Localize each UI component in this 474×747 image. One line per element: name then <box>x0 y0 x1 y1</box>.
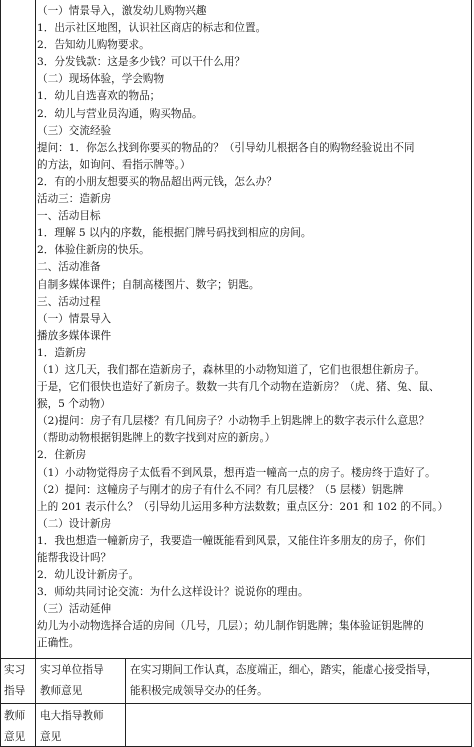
unit-teacher-opinion-label-line-1: 实习单位指导 <box>40 664 104 676</box>
content-line: 2．告知幼儿购物要求。 <box>37 39 150 52</box>
table-border-left <box>0 0 1 747</box>
content-line: 2．住新房 <box>37 449 87 462</box>
content-line: 二、活动准备 <box>37 261 101 274</box>
content-line: 自制多媒体课件；自制高楼图片、数字；钥匙。 <box>37 278 260 291</box>
content-line: 三、活动过程 <box>37 295 101 308</box>
content-line: （三）活动延伸 <box>37 603 112 616</box>
teacher-opinion-label <box>4 708 34 745</box>
content-line: 正确性。 <box>37 637 80 650</box>
content-line: 的方法，如询问、看指示牌等。） <box>37 158 191 171</box>
practice-guidance-label-line-2: 指导 <box>4 685 26 697</box>
content-line: 2．幼儿设计新房子。 <box>37 569 140 582</box>
content-line: （一）情景导入，激发幼儿购物兴趣 <box>37 5 207 17</box>
content-line: 3．分发钱款：这是多少钱？可以干什么用？ <box>37 56 246 69</box>
content-line: （三）交流经验 <box>37 124 112 137</box>
content-line: 活动三：造新房 <box>37 193 112 206</box>
content-line: 猴，5 个动物） <box>37 398 111 411</box>
content-line: 提问：1．你怎么找到你要买的物品的？（引导幼儿根据各自的购物经验说出不同 <box>37 141 415 154</box>
content-line: 3．师幼共同讨论交流：为什么这样设计？说说你的理由。 <box>37 586 309 599</box>
content-line: 2．体验住新房的快乐。 <box>37 244 150 257</box>
tvu-teacher-opinion-label <box>40 708 124 745</box>
content-line: 于是，它们很快也造好了新房子。数数一共有几个动物在造新房？（虎、猪、兔、鼠、 <box>37 381 440 394</box>
content-line: （2）提问：这幢房子与刚才的房子有什么不同？有几层楼？（5 层楼）钥匙牌 <box>37 483 404 496</box>
content-line: （帮助动物根据钥匙牌上的数字找到对应的新房。） <box>37 432 276 445</box>
table-border-right <box>471 0 472 747</box>
teacher-opinion-label-line-1: 教师 <box>4 710 26 722</box>
content-line: 上的 201 表示什么？（引导幼儿运用多种方法数数；重点区分：201 和 102 的不同。） <box>37 500 449 513</box>
content-line: 2．有的小朋友想要买的物品超出两元钱，怎么办？ <box>37 175 277 188</box>
content-line: 1．造新房 <box>37 346 87 359</box>
activity-content <box>37 3 467 653</box>
unit-teacher-comment-line-2: 能积极完成领导交办的任务。 <box>130 685 268 697</box>
tvu-teacher-opinion-label-line-2: 意见 <box>40 731 62 743</box>
unit-teacher-opinion-label <box>40 662 124 699</box>
content-line: 播放多媒体课件 <box>37 329 112 342</box>
practice-guidance-label <box>4 662 34 699</box>
content-line: 能帮我设计吗？ <box>37 552 112 564</box>
teacher-opinion-label-line-2: 意见 <box>4 731 26 743</box>
unit-teacher-comment-line-1: 在实习期间工作认真，态度端正，细心，踏实，能虚心接受指导， <box>130 664 438 676</box>
content-line: 1．理解 5 以内的序数，能根据门牌号码找到相应的房间。 <box>37 227 312 240</box>
footer-top-border <box>0 658 472 659</box>
content-line: （2)提问：房子有几层楼？有几间房子？小动物手上钥匙牌上的数字表示什么意思？ <box>37 415 430 428</box>
table-column-divider <box>35 0 36 747</box>
tvu-teacher-opinion-label-line-1: 电大指导教师 <box>40 710 104 722</box>
practice-guidance-label-line-1: 实习 <box>4 664 26 676</box>
unit-teacher-opinion-label-line-2: 教师意见 <box>40 685 83 697</box>
content-line: 1．幼儿自选喜欢的物品； <box>37 90 161 103</box>
footer-middle-border <box>0 703 472 704</box>
content-line: （1）小动物觉得房子太低看不到风景，想再造一幢高一点的房子。楼房终于造好了。 <box>37 466 436 479</box>
content-line: （二）现场体验，学会购物 <box>37 73 165 86</box>
content-line: 幼儿为小动物选择合适的房间（几号，几层）；幼儿制作钥匙牌；集体验证钥匙牌的 <box>37 620 424 633</box>
content-line: （二）设计新房 <box>37 517 112 530</box>
content-line: 2．幼儿与营业员沟通，购买物品。 <box>37 107 203 120</box>
content-line: 一、活动目标 <box>37 210 101 223</box>
content-line: 1．我也想造一幢新房子，我要造一幢既能看到风景，又能住许多朋友的房子，你们 <box>37 534 426 547</box>
content-line: （1）这几天，我们都在造新房子，森林里的小动物知道了，它们也很想住新房子。 <box>37 363 426 376</box>
content-line: （一）情景导入 <box>37 312 112 325</box>
unit-teacher-comment <box>130 662 470 699</box>
content-line: 1．出示社区地图，认识社区商店的标志和位置。 <box>37 22 267 35</box>
